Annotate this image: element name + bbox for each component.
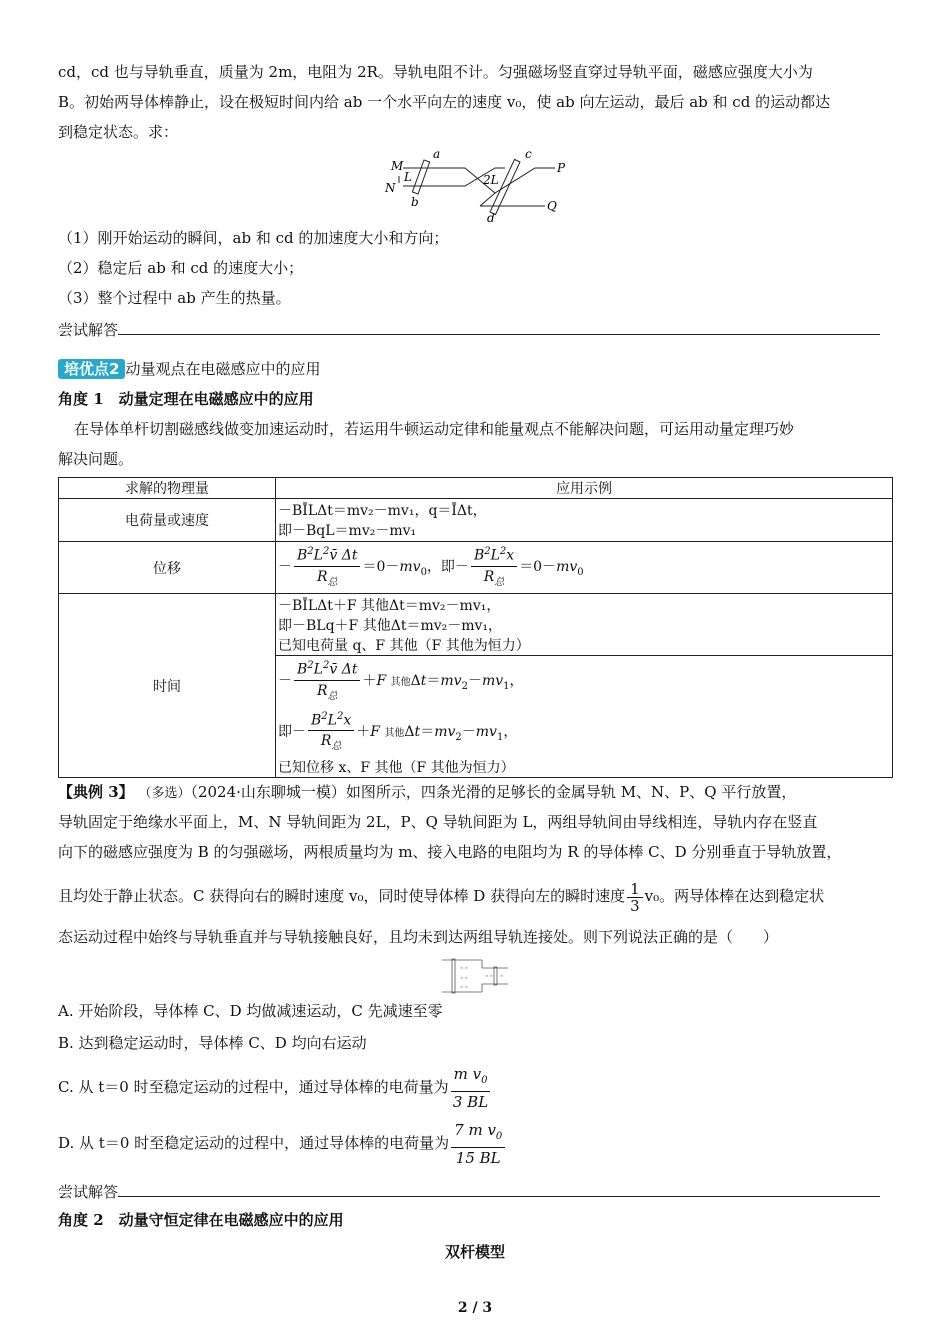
table-cell-time-example-1 [276,594,893,656]
option-d-text: D. 从 t＝0 时至稳定运动的过程中，通过导体棒的电荷量为 [58,1134,450,1152]
section-title: 动量观点在电磁感应中的应用 [125,360,321,378]
option-c[interactable]: C. 从 t＝0 时至稳定运动的过程中，通过导体棒的电荷量为 $\frac{m v_0}{3 BL}$ [58,1064,893,1110]
rail-figure-1 [385,148,575,226]
fraction-one-third: $\frac{1}{3}$ [627,881,643,914]
angle1-title: 角度 1 动量定理在电磁感应中的应用 [58,390,314,408]
svg-text:× ×: × × [460,965,468,970]
example-line-3: 向下的磁感应强度为 B 的匀强磁场，两根质量均为 m、接入电路的电阻均为 R 的导体棒 C、D 分别垂直于导轨放置， [58,843,842,861]
option-b[interactable]: B. 达到稳定运动时，导体棒 C、D 均向右运动 [58,1034,367,1052]
fig1-label-P: P [557,161,566,175]
question-1: （1）刚开始运动的瞬间，ab 和 cd 的加速度大小和方向； [58,229,449,247]
example-line-4a: 且均处于静止状态。C 获得向右的瞬时速度 v₀，同时使导体棒 D 获得向左的瞬时速度 [58,887,626,905]
try-answer-2 [58,1180,893,1204]
example-source: （2024·山东聊城一模） [190,783,346,801]
question-2: （2）稳定后 ab 和 cd 的速度大小； [58,259,304,277]
table-row-charge: 电荷量或速度 [59,499,276,542]
fig1-label-L: L [404,170,412,184]
time-formula-3: 已知电荷量 q、F 其他（F 其他为恒力） [278,637,530,654]
question-3: （3）整个过程中 ab 产生的热量。 [58,289,291,307]
table-cell-displacement-example: － $\frac{B^2L^2v̄ \Delta t}{R_总}$ $=0-mv_0$，即－ $\frac{B^2L^2x}{R_总}$ $=0-mv_0$ [276,542,893,594]
fig1-label-d: d [487,211,495,225]
example3-header [58,780,893,806]
answer-blank-line[interactable] [118,334,880,335]
fig1-label-M: M [391,159,404,173]
intro-line-2: B。初始两导体棒静止，设在极短时间内给 ab 一个水平向左的速度 v₀，使 ab 向左运动，最后 ab 和 cd 的运动都达 [58,93,831,111]
example-line-4 [58,876,893,916]
try-answer-1 [58,318,893,342]
angle1-text-1: 在导体单杆切割磁感线做变加速运动时，若运用牛顿运动定律和能量观点不能解决问题，可运用动量定理巧妙 [74,420,795,438]
table-cell-time-example-2: － $\frac{B^2L^2v̄ \Delta t}{R_总}$ ＋F 其他$\Delta t=mv_2-mv_1$， 即－ $\frac{B^2L^2x}{R_总}$ ＋F 其他$\Delta t=mv_2-mv_1$， 已知位移 x、F 其他（F 其他为恒力） [276,656,893,778]
time-formula-1: －BĪLΔt＋F 其他Δt＝mv₂－mv₁， [278,597,501,614]
table-header-example: 应用示例 [276,478,893,499]
example-line-5: 态运动过程中始终与导轨垂直并与导轨接触良好，且均未到达两组导轨连接处。则下列说法正确的是（ ） [58,928,779,946]
example-line-4b: v₀。两导体棒在达到稳定状 [644,887,825,905]
fig1-label-b: b [411,195,419,209]
fig1-label-N: N [385,181,396,195]
fig1-label-Q: Q [547,199,557,213]
option-d[interactable]: D. 从 t＝0 时至稳定运动的过程中，通过导体棒的电荷量为 $\frac{7 m v_0}{15 BL}$ [58,1120,893,1166]
example-line-2: 导轨固定于绝缘水平面上，M、N 导轨间距为 2L，P、Q 导轨间距为 L，两组导轨间由导线相连，导轨内存在竖直 [58,813,818,831]
try-answer-label: 尝试解答 [58,321,119,339]
model-heading: 双杆模型 [444,1243,505,1261]
page-number: 2 / 3 [457,1300,493,1316]
table-header-quantity: 求解的物理量 [59,478,276,499]
fig1-label-c: c [525,148,532,161]
svg-text:× ×: × × [485,973,493,978]
answer-blank-line-2[interactable] [118,1196,880,1197]
svg-text:× ×: × × [460,984,468,989]
table-row-time: 时间 [59,594,276,778]
angle1-text-2: 解决问题。 [58,450,134,468]
section-badge: 培优点2 [58,359,125,379]
table-row-displacement: 位移 [59,542,276,594]
time-formula-4: 已知位移 x、F 其他（F 其他为恒力） [278,759,515,776]
example-line-1: 如图所示，四条光滑的足够长的金属导轨 M、N、P、Q 平行放置， [345,783,797,801]
svg-text:× ×: × × [460,975,468,980]
try-answer-label-2: 尝试解答 [58,1183,119,1201]
charge-formula-1: －BĪLΔt＝mv₂－mv₁，q＝ĪΔt， [278,503,487,519]
example-tag: 【典例 3】 [58,783,134,801]
intro-line-1: cd，cd 也与导轨垂直，质量为 2m，电阻为 2R。导轨电阻不计。匀强磁场竖直穿过导轨平面，磁感应强度大小为 [58,63,813,81]
charge-formula-2: 即－BqL＝mv₂－mv₁ [278,523,417,539]
option-c-text: C. 从 t＝0 时至稳定运动的过程中，通过导体棒的电荷量为 [58,1078,449,1096]
intro-line-3: 到稳定状态。求： [58,123,179,141]
svg-text:×: × [500,973,504,978]
section-header [58,357,893,381]
option-a[interactable]: A. 开始阶段，导体棒 C、D 均做减速运动，C 先减速至零 [58,1002,443,1020]
example-kind: （多选） [138,786,191,801]
time-formula-2: 即－BLq＋F 其他Δt＝mv₂－mv₁， [278,617,503,634]
application-table [58,477,893,778]
rail-figure-2 [440,955,512,1000]
fig1-label-a: a [433,148,441,161]
fig1-label-2L: 2L [483,173,499,187]
table-cell-charge-example [276,499,893,542]
angle2-title: 角度 2 动量守恒定律在电磁感应中的应用 [58,1211,344,1229]
